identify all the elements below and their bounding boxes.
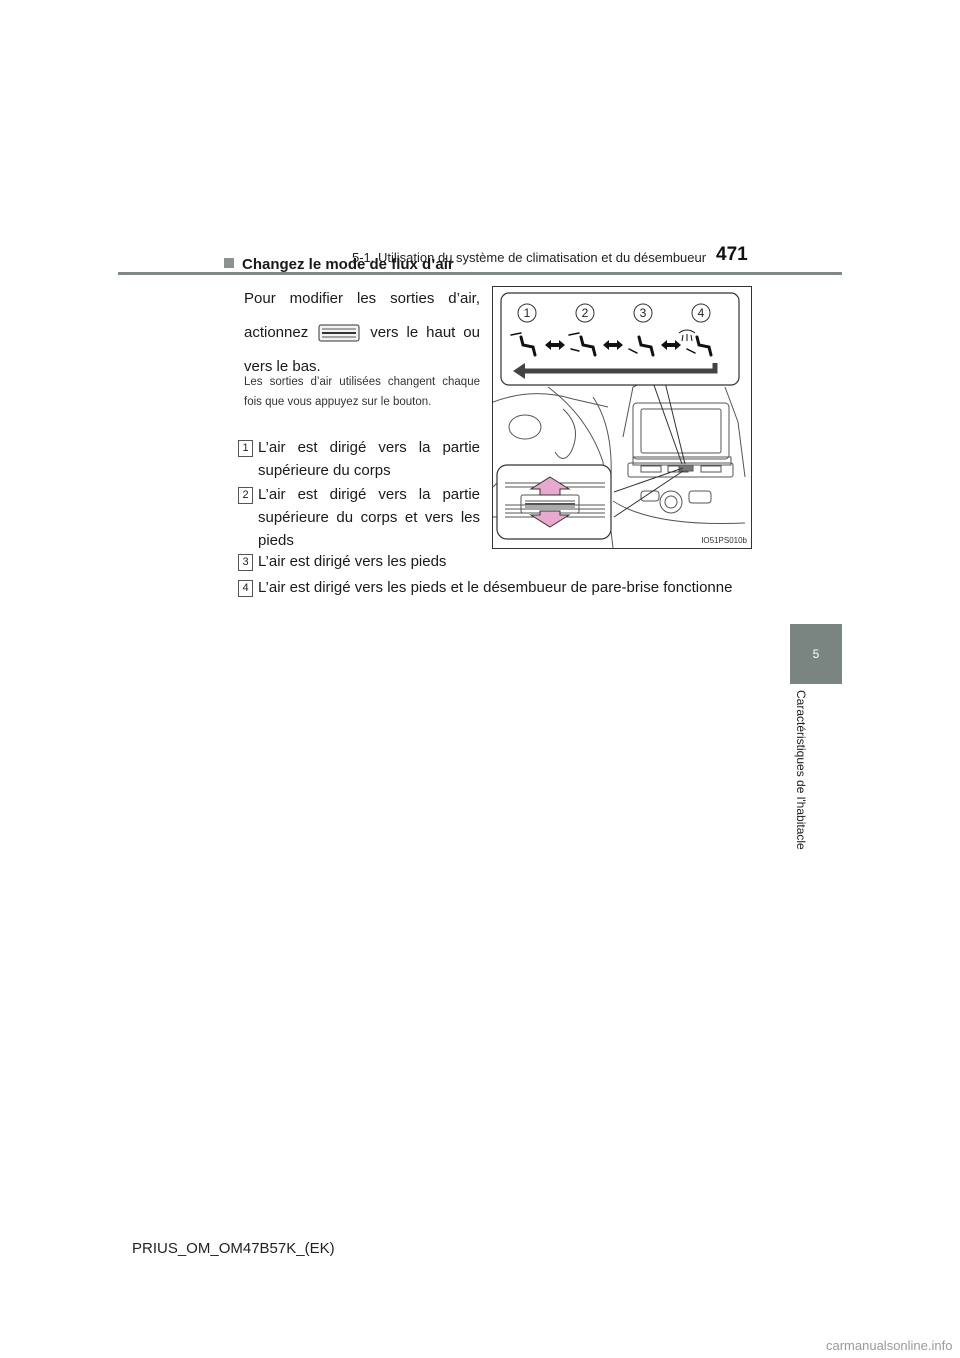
section-heading xyxy=(224,256,494,273)
figure-code: IO51PS010b xyxy=(701,536,747,545)
intro-text-part2: vers le haut ou vers le bas. xyxy=(244,324,480,375)
step-text-3: L’air est dirigé vers les pieds xyxy=(258,553,447,570)
chapter-tab[interactable] xyxy=(790,624,842,684)
chapter-number: 5 xyxy=(812,647,820,661)
airflow-mode-knob-icon xyxy=(318,322,360,344)
step-badge-3: 3 xyxy=(238,554,253,571)
step-badge-2: 2 xyxy=(238,487,253,504)
section-heading-text: Changez le mode de flux d’air xyxy=(242,256,454,273)
step-badge-1: 1 xyxy=(238,440,253,457)
step-text-4: L’air est dirigé vers les pieds et le désembueur de pare-brise fonctionne xyxy=(258,579,733,596)
step-text-2: L’air est dirigé vers la partie supérieure du corps et vers les pieds xyxy=(258,486,480,549)
running-header: 5-1. Utilisation du système de climatisation et du désembueur xyxy=(352,250,707,265)
callout-number-2: 2 xyxy=(581,306,589,320)
note-text: Les sorties d’air utilisées changent chaque fois que vous appuyez sur le bouton. xyxy=(244,376,480,408)
callout-number-1: 1 xyxy=(523,306,531,320)
intro-text-part1: Pour modifier les sorties d’air, actionnez xyxy=(244,290,480,341)
dashboard-figure xyxy=(492,286,752,549)
section-square-icon xyxy=(224,258,234,268)
callout-number-3: 3 xyxy=(639,306,647,320)
intro-paragraph xyxy=(244,282,480,384)
dashboard-illustration xyxy=(493,287,751,548)
page-number: 471 xyxy=(716,244,748,265)
chapter-label: Caractéristiques de l'habitacle xyxy=(794,690,808,850)
vent-control-inset xyxy=(497,465,611,539)
step-badge-4: 4 xyxy=(238,580,253,597)
step-text-1: L’air est dirigé vers la partie supérieure du corps xyxy=(258,439,480,479)
callout-number-4: 4 xyxy=(697,306,705,320)
footer-code: PRIUS_OM_OM47B57K_(EK) xyxy=(132,1240,335,1257)
watermark[interactable]: carmanualsonline.info xyxy=(826,1338,953,1353)
